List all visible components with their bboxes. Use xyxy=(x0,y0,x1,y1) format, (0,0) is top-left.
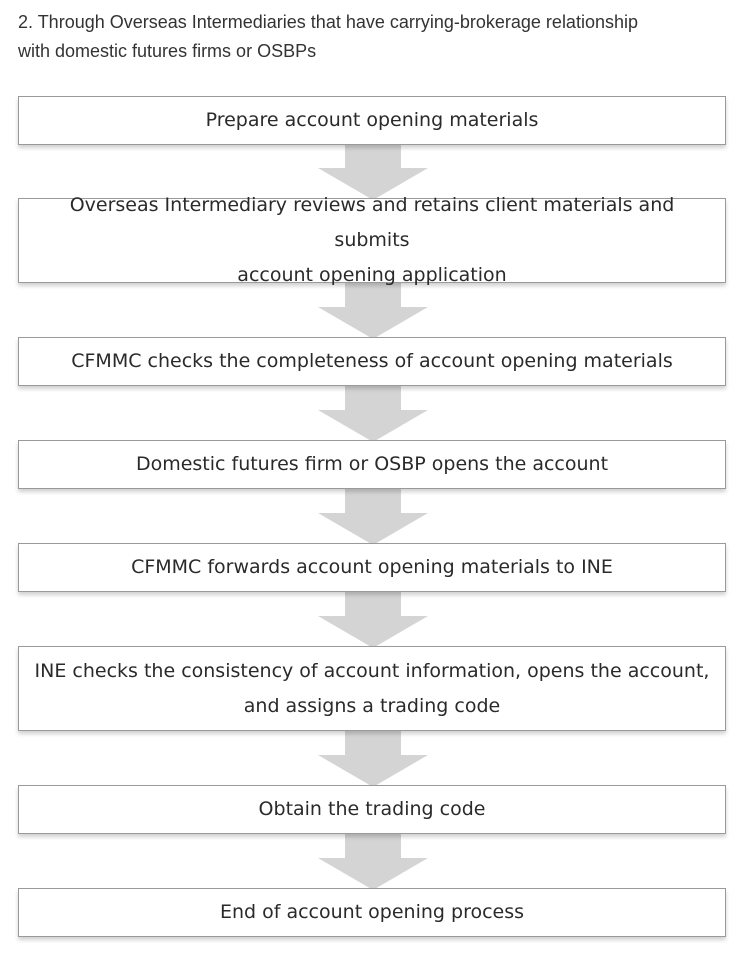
step-domestic-firm-opens-account xyxy=(18,440,726,489)
flow-arrow-5 xyxy=(318,592,428,648)
step-2-text-line-2: account opening application xyxy=(237,264,507,286)
heading-line-1: 2. Through Overseas Intermediaries that have carrying-brokerage relationship xyxy=(18,12,638,32)
step-prepare-materials xyxy=(18,96,726,145)
step-obtain-trading-code xyxy=(18,785,726,834)
step-cfmmc-completeness-check xyxy=(18,337,726,386)
heading-line-2: with domestic futures firms or OSBPs xyxy=(18,41,317,61)
flow-arrow-7 xyxy=(318,834,428,890)
step-4-text-line-1: Domestic futures firm or OSBP opens the account xyxy=(135,453,609,475)
flow-arrow-4 xyxy=(318,489,428,545)
step-6-text-line-2: and assigns a trading code xyxy=(243,694,501,717)
step-intermediary-review xyxy=(18,194,726,286)
step-cfmmc-forwards-materials xyxy=(18,543,726,592)
step-8-text-line-1: End of account opening process xyxy=(219,901,525,923)
step-7-text-line-1: Obtain the trading code xyxy=(258,798,486,820)
step-6-text-line-1: INE checks the consistency of account information, opens the account, xyxy=(34,659,710,682)
step-1-text-line-1: Prepare account opening materials xyxy=(205,109,539,131)
flow-arrow-6 xyxy=(318,731,428,787)
step-end-of-process xyxy=(18,888,726,937)
flow-arrow-3 xyxy=(318,386,428,442)
step-ine-consistency-check xyxy=(18,646,726,731)
flowchart-heading xyxy=(18,8,728,66)
step-5-text-line-1: CFMMC forwards account opening materials to INE xyxy=(131,556,613,578)
step-2-text-line-1: Overseas Intermediary reviews and retains client materials and submits xyxy=(69,194,675,251)
step-3-text-line-1: CFMMC checks the completeness of account opening materials xyxy=(71,350,673,372)
